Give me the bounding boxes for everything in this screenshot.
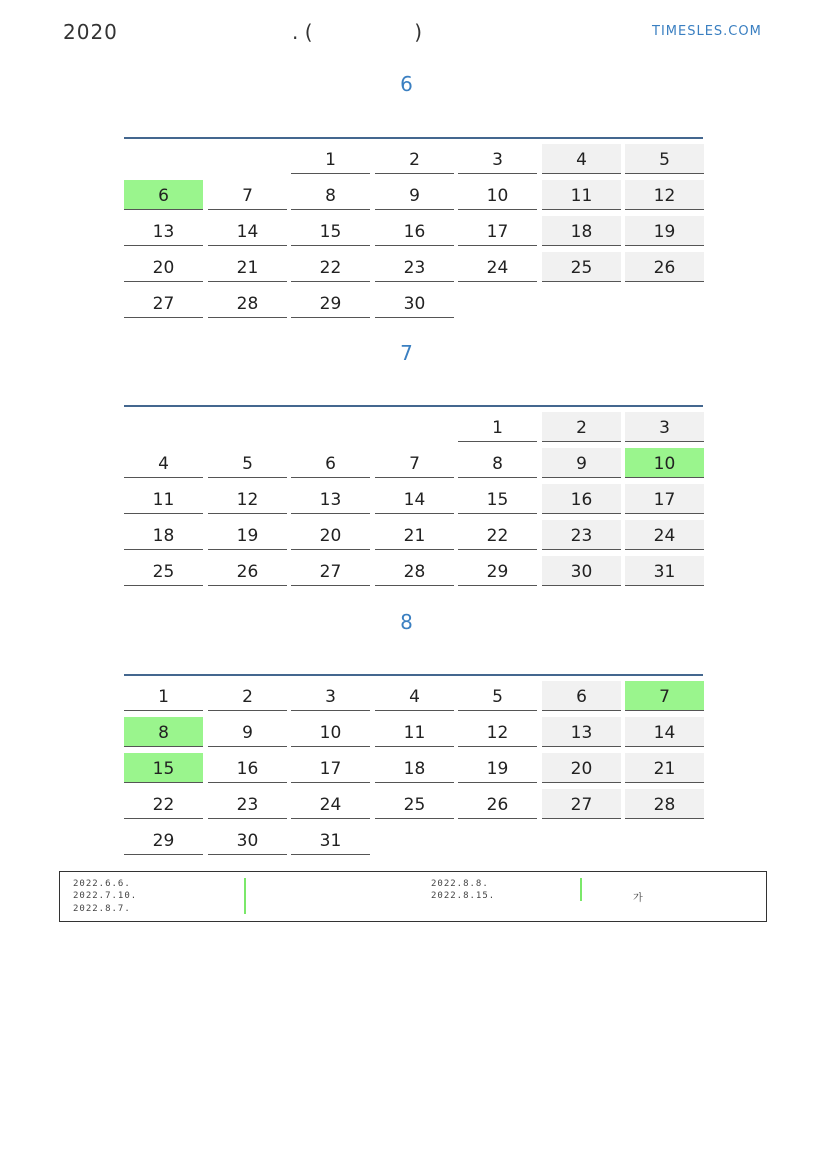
day-cell: 9 — [375, 180, 454, 210]
day-cell: 27 — [542, 789, 621, 819]
day-cell: 2 — [375, 144, 454, 174]
day-cell: 18 — [375, 753, 454, 783]
day-cell: 20 — [542, 753, 621, 783]
day-cell: 3 — [458, 144, 537, 174]
day-cell: 8 — [124, 717, 203, 747]
day-cell: 7 — [208, 180, 287, 210]
day-cell: 16 — [375, 216, 454, 246]
day-cell: 24 — [458, 252, 537, 282]
calendar-top-rule — [124, 137, 703, 139]
day-cell: 4 — [124, 448, 203, 478]
day-cell: 13 — [542, 717, 621, 747]
day-cell: 29 — [291, 288, 370, 318]
day-cell: 24 — [625, 520, 704, 550]
day-cell: 1 — [291, 144, 370, 174]
day-cell: 29 — [124, 825, 203, 855]
day-cell: 5 — [208, 448, 287, 478]
day-cell: 22 — [124, 789, 203, 819]
holiday-legend — [59, 871, 767, 922]
day-cell: 15 — [124, 753, 203, 783]
day-cell: 9 — [208, 717, 287, 747]
day-cell: 30 — [375, 288, 454, 318]
day-cell: 2 — [208, 681, 287, 711]
day-cell: 19 — [625, 216, 704, 246]
day-cell: 24 — [291, 789, 370, 819]
day-cell: 17 — [625, 484, 704, 514]
header-year: 2020 — [63, 20, 118, 44]
day-cell: 11 — [375, 717, 454, 747]
day-cell: 31 — [625, 556, 704, 586]
day-cell: 22 — [291, 252, 370, 282]
day-cell: 27 — [124, 288, 203, 318]
day-cell: 30 — [542, 556, 621, 586]
legend-note: 가 — [633, 893, 643, 904]
calendar-top-rule — [124, 674, 703, 676]
day-cell: 4 — [542, 144, 621, 174]
day-cell: 1 — [124, 681, 203, 711]
day-cell: 18 — [542, 216, 621, 246]
day-cell: 6 — [542, 681, 621, 711]
site-link[interactable]: TIMESLES.COM — [652, 24, 762, 39]
day-cell: 1 — [458, 412, 537, 442]
month-title-july: 7 — [400, 341, 413, 365]
day-cell: 8 — [291, 180, 370, 210]
day-cell: 10 — [291, 717, 370, 747]
day-cell: 21 — [208, 252, 287, 282]
day-cell: 9 — [542, 448, 621, 478]
day-cell: 15 — [291, 216, 370, 246]
day-cell: 25 — [542, 252, 621, 282]
day-cell: 12 — [458, 717, 537, 747]
day-cell: 20 — [124, 252, 203, 282]
day-cell: 31 — [291, 825, 370, 855]
day-cell: 13 — [291, 484, 370, 514]
legend-marker — [244, 878, 246, 914]
day-cell: 5 — [458, 681, 537, 711]
day-cell: 3 — [291, 681, 370, 711]
day-cell: 12 — [208, 484, 287, 514]
calendar-top-rule — [124, 405, 703, 407]
day-cell: 16 — [208, 753, 287, 783]
day-cell: 19 — [458, 753, 537, 783]
day-cell: 21 — [375, 520, 454, 550]
day-cell: 10 — [458, 180, 537, 210]
day-cell: 26 — [208, 556, 287, 586]
legend-marker — [580, 878, 582, 901]
month-title-june: 6 — [400, 72, 413, 96]
day-cell: 13 — [124, 216, 203, 246]
day-cell: 8 — [458, 448, 537, 478]
day-cell: 25 — [375, 789, 454, 819]
day-cell: 23 — [375, 252, 454, 282]
day-cell: 17 — [458, 216, 537, 246]
day-cell: 14 — [625, 717, 704, 747]
day-cell: 11 — [542, 180, 621, 210]
day-cell: 27 — [291, 556, 370, 586]
day-cell: 25 — [124, 556, 203, 586]
day-cell: 28 — [208, 288, 287, 318]
day-cell: 28 — [375, 556, 454, 586]
day-cell: 14 — [208, 216, 287, 246]
day-cell: 18 — [124, 520, 203, 550]
day-cell: 17 — [291, 753, 370, 783]
day-cell: 16 — [542, 484, 621, 514]
day-cell: 23 — [208, 789, 287, 819]
day-cell: 7 — [625, 681, 704, 711]
day-cell: 22 — [458, 520, 537, 550]
legend-date: 2022.8.15. — [431, 891, 496, 901]
day-cell: 28 — [625, 789, 704, 819]
legend-date: 2022.8.7. — [73, 904, 131, 914]
legend-date: 2022.7.10. — [73, 891, 138, 901]
day-cell: 26 — [625, 252, 704, 282]
day-cell: 14 — [375, 484, 454, 514]
day-cell: 7 — [375, 448, 454, 478]
day-cell: 6 — [124, 180, 203, 210]
day-cell: 23 — [542, 520, 621, 550]
header-title: . ( ) — [292, 20, 423, 44]
month-title-august: 8 — [400, 610, 413, 634]
day-cell: 6 — [291, 448, 370, 478]
legend-date: 2022.8.8. — [431, 879, 489, 889]
day-cell: 20 — [291, 520, 370, 550]
day-cell: 12 — [625, 180, 704, 210]
day-cell: 11 — [124, 484, 203, 514]
day-cell: 2 — [542, 412, 621, 442]
day-cell: 30 — [208, 825, 287, 855]
day-cell: 5 — [625, 144, 704, 174]
day-cell: 10 — [625, 448, 704, 478]
day-cell: 21 — [625, 753, 704, 783]
day-cell: 29 — [458, 556, 537, 586]
day-cell: 26 — [458, 789, 537, 819]
legend-date: 2022.6.6. — [73, 879, 131, 889]
day-cell: 3 — [625, 412, 704, 442]
day-cell: 15 — [458, 484, 537, 514]
day-cell: 4 — [375, 681, 454, 711]
day-cell: 19 — [208, 520, 287, 550]
